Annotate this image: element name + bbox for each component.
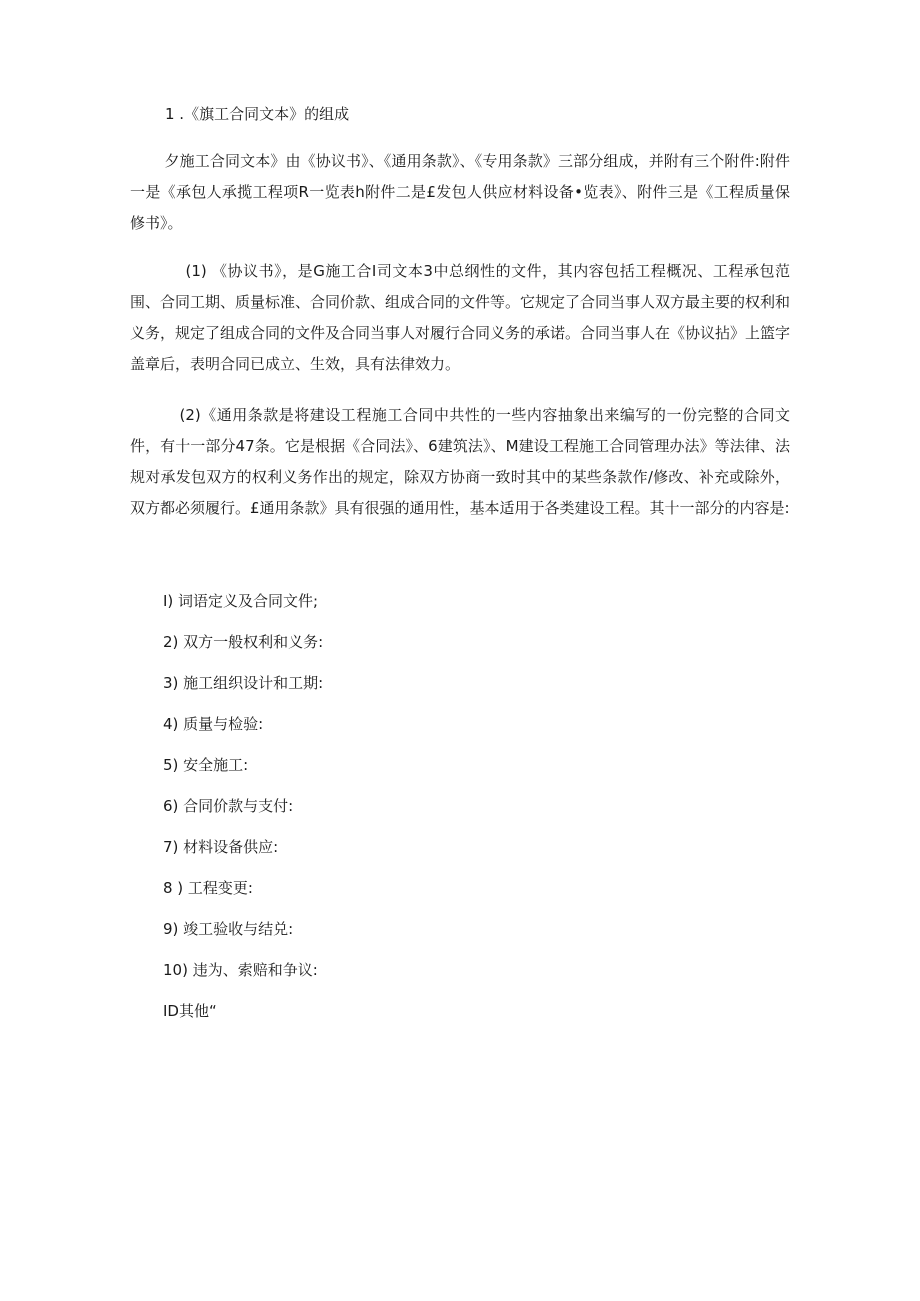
paragraph-agreement: (1) 《协议书》，是G施工合I司文本3中总纲性的文件，其内容包括工程概况、工程承包范围、合同工期、质量标准、合同价款、组成合同的文件等。它规定了合同当事人双方最主要的权利和义务，规定了组成合同的文件及合同当事人对履行合同义务的承诺。合同当事人在《协议拈》上篮字盖章后，表明合同已成立、生效，具有法律效力。 [130,262,791,373]
list-item: 3) 施工组织设计和工期: [163,674,324,692]
list-item: I) 词语定义及合同文件; [163,592,319,610]
paragraph-intro: 夕施工合同文本》由《协议书》、《通用条款》、《专用条款》三部分组成，并附有三个附件:附件一是《承包人承揽工程项R一览表h附件二是£发包人供应材料设备•览表》、附件三是《工程质量保修书》。 [130,152,790,232]
list-item: 7) 材料设备供应: [163,838,279,856]
list-item: ID其他“ [163,1002,217,1020]
list-item: 6) 合同价款与支付: [163,797,294,815]
list-item: 4) 质量与检验: [163,715,264,733]
list-item: 2) 双方一般权利和义务: [163,633,324,651]
paragraph-general-terms: (2)《通用条款是将建设工程施工合同中共性的一些内容抽象出来编写的一份完整的合同文件，有十一部分47条。它是根据《合同法》、6建筑法》、M建设工程施工合同管理办法》等法律、法规对承发包双方的权利义务作出的规定，除双方协商一致时其中的某些条款作/修改、补充或除外，双方都必须履行。£通用条款》具有很强的通用性，基本适用于各类建设工程。其十一部分的内容是: [130,406,790,517]
list-item: 10) 违为、索赔和争议: [163,961,318,979]
section-heading: 1 .《旗工合同文本》的组成 [165,105,350,123]
general-terms-list [163,590,323,1041]
list-item: 5) 安全施工: [163,756,249,774]
list-item: 9) 竣工验收与结兑: [163,920,294,938]
list-item: 8 ) 工程变更: [163,879,253,897]
